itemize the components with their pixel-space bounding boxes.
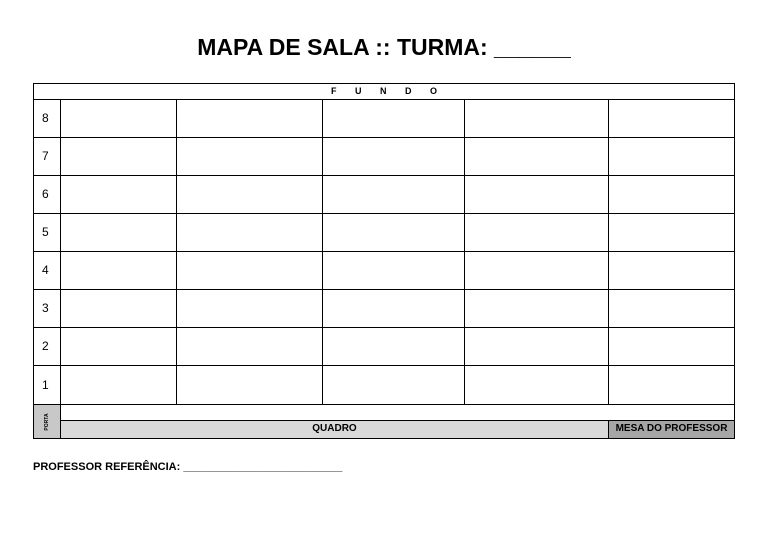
seat-row — [34, 100, 734, 138]
seat-cell[interactable] — [465, 290, 609, 327]
seat-cell[interactable] — [465, 252, 609, 289]
seat-row — [34, 176, 734, 214]
seat-cell[interactable] — [61, 252, 177, 289]
seat-cell[interactable] — [177, 138, 323, 175]
seat-cell[interactable] — [609, 138, 734, 175]
teacher-desk-label: MESA DO PROFESSOR — [609, 421, 734, 438]
seat-row — [34, 328, 734, 366]
seat-cell[interactable] — [61, 366, 177, 404]
seat-cell[interactable] — [177, 176, 323, 213]
seat-cell[interactable] — [323, 176, 465, 213]
seat-cell[interactable] — [61, 100, 177, 137]
row-number: 3 — [34, 290, 61, 327]
seat-cell[interactable] — [323, 214, 465, 251]
seat-cell[interactable] — [61, 328, 177, 365]
seat-cell[interactable] — [177, 100, 323, 137]
seat-row — [34, 366, 734, 405]
row-number: 2 — [34, 328, 61, 365]
aisle-strip — [61, 405, 734, 421]
row-number: 8 — [34, 100, 61, 137]
seat-row — [34, 138, 734, 176]
row-number: 5 — [34, 214, 61, 251]
seat-cell[interactable] — [323, 252, 465, 289]
seat-cell[interactable] — [609, 252, 734, 289]
seat-cell[interactable] — [61, 176, 177, 213]
seat-cell[interactable] — [609, 100, 734, 137]
seat-cell[interactable] — [61, 138, 177, 175]
seat-cell[interactable] — [609, 214, 734, 251]
seat-cell[interactable] — [177, 328, 323, 365]
seat-cell[interactable] — [609, 290, 734, 327]
seat-cell[interactable] — [323, 100, 465, 137]
seat-row — [34, 290, 734, 328]
seat-cell[interactable] — [465, 366, 609, 404]
row-number: 1 — [34, 366, 61, 404]
door-label: PORTA — [44, 412, 50, 431]
seat-cell[interactable] — [465, 100, 609, 137]
seat-cell[interactable] — [323, 290, 465, 327]
back-of-room-label: F U N D O — [34, 84, 734, 100]
seat-cell[interactable] — [465, 176, 609, 213]
seat-cell[interactable] — [177, 290, 323, 327]
seat-cell[interactable] — [323, 366, 465, 404]
seat-cell[interactable] — [465, 328, 609, 365]
reference-teacher-field: PROFESSOR REFERÊNCIA: __________________________ — [33, 461, 343, 473]
seat-cell[interactable] — [465, 214, 609, 251]
seat-row — [34, 252, 734, 290]
seat-cell[interactable] — [323, 138, 465, 175]
seat-cell[interactable] — [609, 328, 734, 365]
seat-cell[interactable] — [609, 176, 734, 213]
seat-grid — [34, 100, 734, 405]
seat-cell[interactable] — [177, 252, 323, 289]
seat-cell[interactable] — [465, 138, 609, 175]
seat-row — [34, 214, 734, 252]
page-title: MAPA DE SALA :: TURMA: ______ — [197, 34, 571, 60]
seat-cell[interactable] — [609, 366, 734, 404]
row-number: 6 — [34, 176, 61, 213]
row-number: 4 — [34, 252, 61, 289]
seat-cell[interactable] — [177, 366, 323, 404]
door-cell — [34, 405, 61, 438]
board-label: QUADRO — [61, 421, 609, 438]
seat-cell[interactable] — [323, 328, 465, 365]
row-number: 7 — [34, 138, 61, 175]
seat-cell[interactable] — [61, 290, 177, 327]
seat-cell[interactable] — [61, 214, 177, 251]
seating-map — [33, 83, 735, 439]
seat-cell[interactable] — [177, 214, 323, 251]
